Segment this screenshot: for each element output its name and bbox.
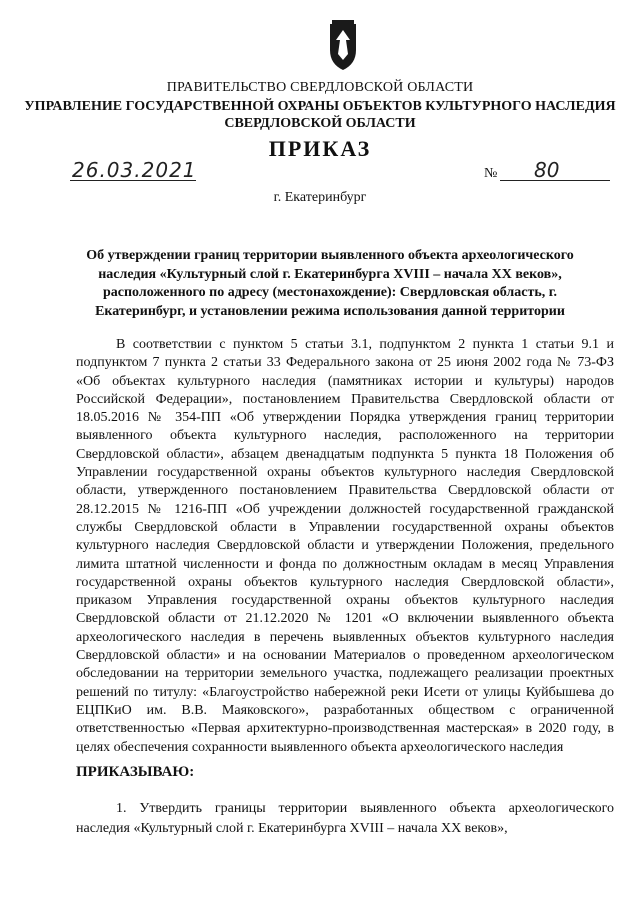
order-heading: ПРИКАЗЫВАЮ: (76, 764, 195, 780)
order-date: 26.03.2021 (72, 158, 197, 182)
number-underline (500, 180, 610, 181)
department-line-1: УПРАВЛЕНИЕ ГОСУДАРСТВЕННОЙ ОХРАНЫ ОБЪЕКТОВ КУЛЬТУРНОГО НАСЛЕДИЯ (24, 99, 616, 114)
date-underline (70, 180, 196, 181)
government-name: ПРАВИТЕЛЬСТВО СВЕРДЛОВСКОЙ ОБЛАСТИ (166, 80, 474, 95)
order-title: Об утверждении границ территории выявленного объекта археологического наследия «Культурный слой г. Екатеринбурга XVIII – начала XX веков», расположенного по адресу (местонахождение): Свердловская область, г. Екатеринбург, и установлении режима использования данной территории (86, 248, 574, 319)
department-name (0, 98, 640, 132)
order-item-1: 1. Утвердить границы территории выявленного объекта археологического наследия «Культурный слой г. Екатеринбурга XVIII – начала XX веков», (76, 801, 614, 836)
department-line-2: СВЕРДЛОВСКОЙ ОБЛАСТИ (224, 116, 416, 131)
document-type: ПРИКАЗ (268, 136, 372, 161)
sverdlovsk-coat-of-arms-icon (326, 20, 360, 72)
city: г. Екатеринбург (273, 190, 367, 205)
preamble-paragraph: В соответствии с пунктом 5 статьи 3.1, подпунктом 2 пункта 1 статьи 9.1 и подпунктом 7 пункта 2 статьи 33 Федерального закона от 25 июня 2002 года № 73-ФЗ «Об объектах культурного наследия (памятниках истории и культуры) народов Российской Федерации», постановлением Правительства Свердловской области от 18.05.2016 № 354-ПП «Об утверждении Порядка утверждения границ территории выявленного объекта культурного наследия, расположенного на территории Свердловской области», абзацем двенадцатым подпункта 5 пункта 18 Положения об Управлении государственной охраны объектов культурного наследия Свердловской области, утвержденного постановлением Правительства Свердловской области от 28.12.2015 № 1216-ПП «Об учреждении должностей государственной гражданской службы Свердловской области в Управлении государственной охраны объектов культурного наследия Свердловской области и утверждении Положения, предельного лимита штатной численности и фонда по должностным окладам в месяц Управления государственной охраны объектов культурного наследия Свердловской области», приказом Управления государственной охраны объектов культурного наследия Свердловской области от 21.12.2020 № 1201 «О включении выявленного объекта археологического наследия в перечень выявленных объектов культурного наследия Свердловской области» и на основании Материалов о проведенном археологическом обследовании на территории земельного участка, подлежащего реализации проектных решений по титулу: «Благоустройство набережной реки Исети от улицы Куйбышева до ЕЦПКиО им. В.В. Маяковского», разработанных обществом с ограниченной ответственностью «Первая архитектурно-производственная мастерская» в 2020 году, в целях обеспечения сохранности выявленного объекта археологического наследия (76, 337, 614, 755)
number-label: № (484, 166, 498, 181)
order-number: 80 (534, 158, 560, 182)
